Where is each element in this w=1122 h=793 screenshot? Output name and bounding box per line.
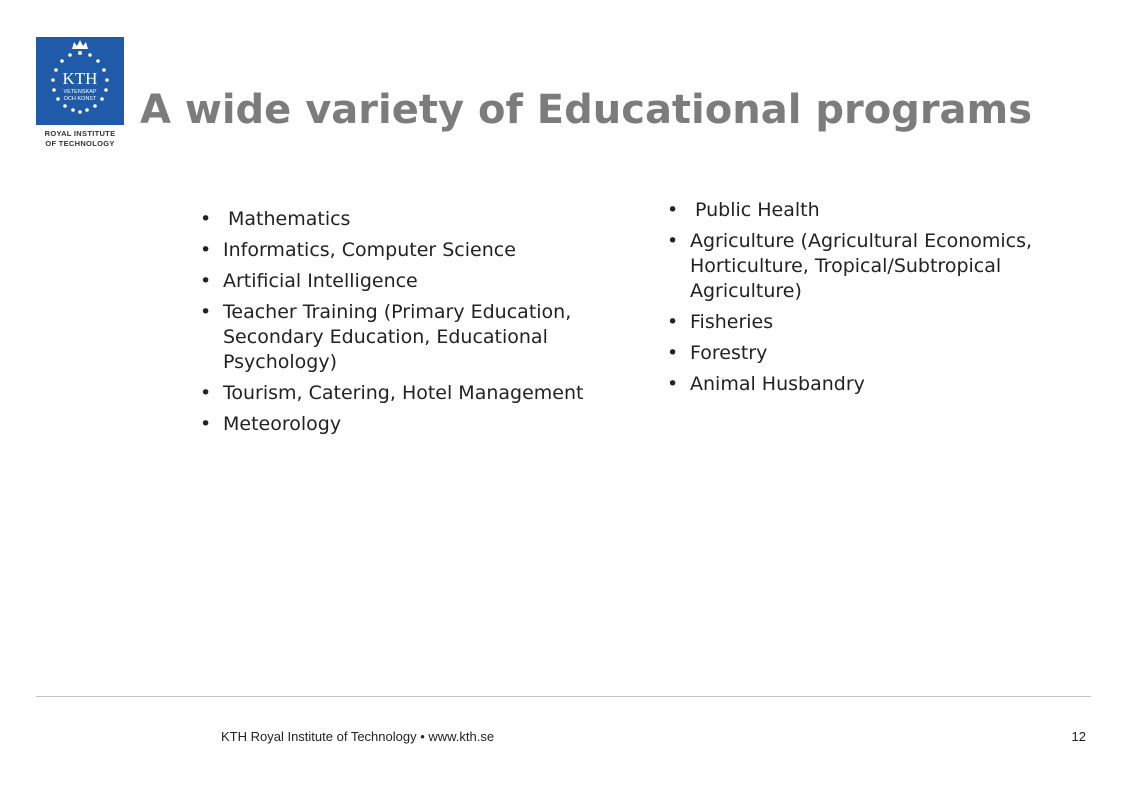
bullet-icon: • — [200, 239, 212, 261]
logo-caption — [36, 129, 124, 149]
logo-motto-line2: OCH KONST — [63, 96, 97, 102]
bullet-icon: • — [200, 413, 212, 435]
list-item-text: Tourism, Catering, Hotel Management — [223, 382, 584, 404]
list-item-text: Mathematics — [228, 208, 351, 230]
list-item — [667, 372, 1067, 397]
list-item-text: Forestry — [690, 342, 768, 364]
right-program-list — [667, 198, 1067, 403]
list-item-text: Meteorology — [223, 413, 342, 435]
list-item — [200, 300, 600, 375]
list-item — [200, 207, 600, 232]
list-item — [200, 412, 600, 437]
list-item — [667, 341, 1067, 366]
logo-motto-line1: VETENSKAP — [63, 89, 97, 95]
bullet-icon: • — [200, 270, 212, 292]
bullet-icon: • — [200, 382, 212, 404]
list-item-text: Teacher Training (Primary Education, Secondary Education, Educational Psychology) — [223, 301, 572, 373]
list-item-text: Artificial Intelligence — [223, 270, 418, 292]
page-number: 12 — [1071, 729, 1086, 744]
bullet-icon: • — [667, 342, 679, 364]
bullet-icon: • — [667, 199, 679, 221]
list-item — [667, 229, 1067, 304]
bullet-icon: • — [667, 311, 679, 333]
list-item-text: Animal Husbandry — [690, 373, 865, 395]
list-item-text: Agriculture (Agricultural Economics, Horticulture, Tropical/Subtropical Agriculture) — [690, 230, 1033, 302]
list-item — [667, 198, 1067, 223]
kth-crest-icon — [36, 37, 124, 125]
logo-caption-line2: OF TECHNOLOGY — [45, 139, 115, 148]
footer-divider — [36, 696, 1091, 697]
bullet-icon: • — [200, 208, 212, 230]
list-item — [667, 310, 1067, 335]
left-program-list — [200, 207, 600, 443]
kth-logo — [36, 37, 124, 125]
bullet-icon: • — [200, 301, 212, 323]
list-item — [200, 381, 600, 406]
list-item — [200, 238, 600, 263]
slide-title: A wide variety of Educational programs — [140, 87, 1033, 133]
logo-monogram: KTH — [62, 69, 98, 88]
crown-icon — [72, 40, 88, 49]
footer-text: KTH Royal Institute of Technology • www.kth.se — [221, 729, 495, 744]
list-item-text: Public Health — [695, 199, 820, 221]
list-item-text: Informatics, Computer Science — [223, 239, 516, 261]
list-item-text: Fisheries — [690, 311, 774, 333]
bullet-icon: • — [667, 230, 679, 252]
bullet-icon: • — [667, 373, 679, 395]
list-item — [200, 269, 600, 294]
logo-caption-line1: ROYAL INSTITUTE — [44, 129, 116, 138]
